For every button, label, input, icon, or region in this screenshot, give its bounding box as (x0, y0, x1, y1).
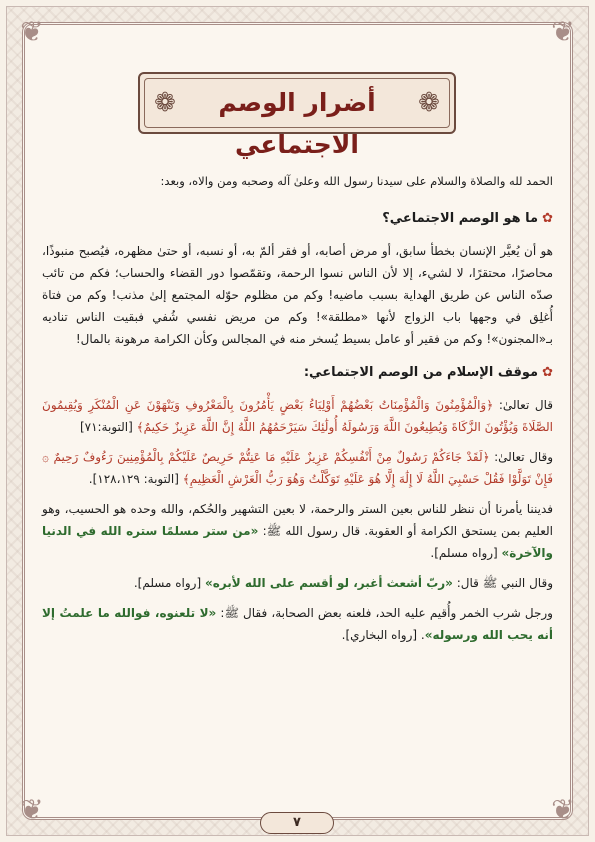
article-body (42, 170, 553, 654)
quran-quote-1 (42, 394, 553, 438)
hadith-reference: . [رواه البخاري]. (341, 628, 425, 642)
hadith-reference: [رواه مسلم]. (430, 546, 502, 560)
quote-lead: قال تعالىٰ: (493, 398, 553, 412)
page-title: أضرار الوصم الاجتماعي (218, 88, 376, 159)
section-heading-text: موقف الإسلام من الوصم الاجتماعي: (303, 365, 539, 380)
quran-verse: ﴿لَقَدْ جَاءَكُمْ رَسُولٌ مِنْ أَنْفُسِكُمْ عَزِيزٌ عَلَيْهِ مَا عَنِتُّمْ حَرِيصٌ عَلَيْكُمْ بِالْمُؤْمِنِينَ رَءُوفٌ رَحِيمٌ ۞ فَإِنْ تَوَلَّوْا فَقُلْ حَسْبِيَ اللَّهُ لَا إِلَٰهَ إِلَّا هُوَ عَلَيْهِ تَوَكَّلْتُ وَهُوَ رَبُّ الْعَرْشِ الْعَظِيمِ﴾ (42, 450, 553, 486)
verse-reference: [التوبة: ١٢٨،١٢٩]. (88, 472, 183, 486)
quote-lead: وقال تعالىٰ: (489, 450, 554, 464)
section-heading (42, 208, 553, 230)
hadith-text: «ربّ أشعث أغبر، لو أقسم على الله لأبره» (204, 576, 453, 590)
hadith-paragraph-1 (42, 498, 553, 564)
paragraph-text: وقال النبي ﷺ قال: (452, 576, 553, 590)
paragraph-text: ورجل شرب الخمر وأُقيم عليه الحد، فلعنه بعض الصحابة، فقال ﷺ: (216, 606, 553, 620)
star-ornament-icon: ✿ (542, 365, 553, 380)
verse-reference: [التوبة:٧١] (79, 420, 137, 434)
quran-verse: ﴿وَالْمُؤْمِنُونَ وَالْمُؤْمِنَاتُ بَعْضُهُمْ أَوْلِيَاءُ بَعْضٍ يَأْمُرُونَ بِالْمَعْرُوفِ وَيَنْهَوْنَ عَنِ الْمُنْكَرِ وَيُقِيمُونَ الصَّلَاةَ وَيُؤْتُونَ الزَّكَاةَ وَيُطِيعُونَ اللَّهَ وَرَسُولَهُ أُولَٰئِكَ سَيَرْحَمُهُمُ اللَّهُ إِنَّ اللَّهَ عَزِيزٌ حَكِيمٌ﴾ (42, 398, 553, 434)
hadith-paragraph-2 (42, 572, 553, 594)
arabesque-ornament-icon: ❁ (154, 88, 176, 118)
intro-paragraph: الحمد لله والصلاة والسلام على سيدنا رسول الله وعلىٰ آله وصحبه ومن والاه، وبعد: (160, 174, 553, 188)
page-number: ٧ (260, 812, 334, 834)
corner-ornament-icon: ❦ (20, 793, 44, 826)
section-heading (42, 362, 553, 384)
section-heading-text: ما هو الوصم الاجتماعي؟ (382, 211, 539, 226)
hadith-text: «من ستر مسلمًا ستره الله في الدنيا والآخرة» (42, 524, 553, 560)
corner-ornament-icon: ❦ (551, 793, 575, 826)
hadith-text: «لا تلعنوه، فوالله ما علمتُ إلا أنه يحب الله ورسوله» (42, 606, 553, 642)
quran-quote-2 (42, 446, 553, 490)
hadith-reference: [رواه مسلم]. (133, 576, 205, 590)
corner-ornament-icon: ❦ (20, 15, 44, 48)
paragraph-text: فديننا يأمرنا أن ننظر للناس بعين الستر والرحمة، لا بعين التشهير والحُكم، والله وحده هو الحسيب، وهو العليم بمن يستحق الكرامة أو العقوبة. قال رسول الله ﷺ: (42, 502, 553, 538)
title-cartouche (138, 72, 456, 159)
arabesque-ornament-icon: ❁ (418, 88, 440, 118)
star-ornament-icon: ✿ (542, 211, 553, 226)
hadith-paragraph-3 (42, 602, 553, 646)
definition-paragraph: هو أن يُعيَّر الإنسان بخطأ سابق، أو مرض أصابه، أو فقر ألمّ به، أو نسبه، أو حتىٰ مظهره، فيُصبح منبوذًا، محاصرًا، محتقرًا، لا لشيء، إلا لأن الناس نسوا الرحمة، وتقمّصوا دور القضاء والحساب؛ فكم من تائب صدّه الناس عن طريق الهداية بسبب ماضيه! وكم من مظلوم حوّله المجتمع إلىٰ مذنب! وكم من فتاة أُغلِق في وجهها باب الزواج لأنها «مطلقة»! وكم من مريض نفسي شُفي فبقيت الناس تناديه بـ«المجنون»! وكم من فقير أو عامل بسيط يُسخر منه في المجالس وكأن الكرامة مرهونة بالمال! (42, 244, 553, 346)
corner-ornament-icon: ❦ (551, 15, 575, 48)
